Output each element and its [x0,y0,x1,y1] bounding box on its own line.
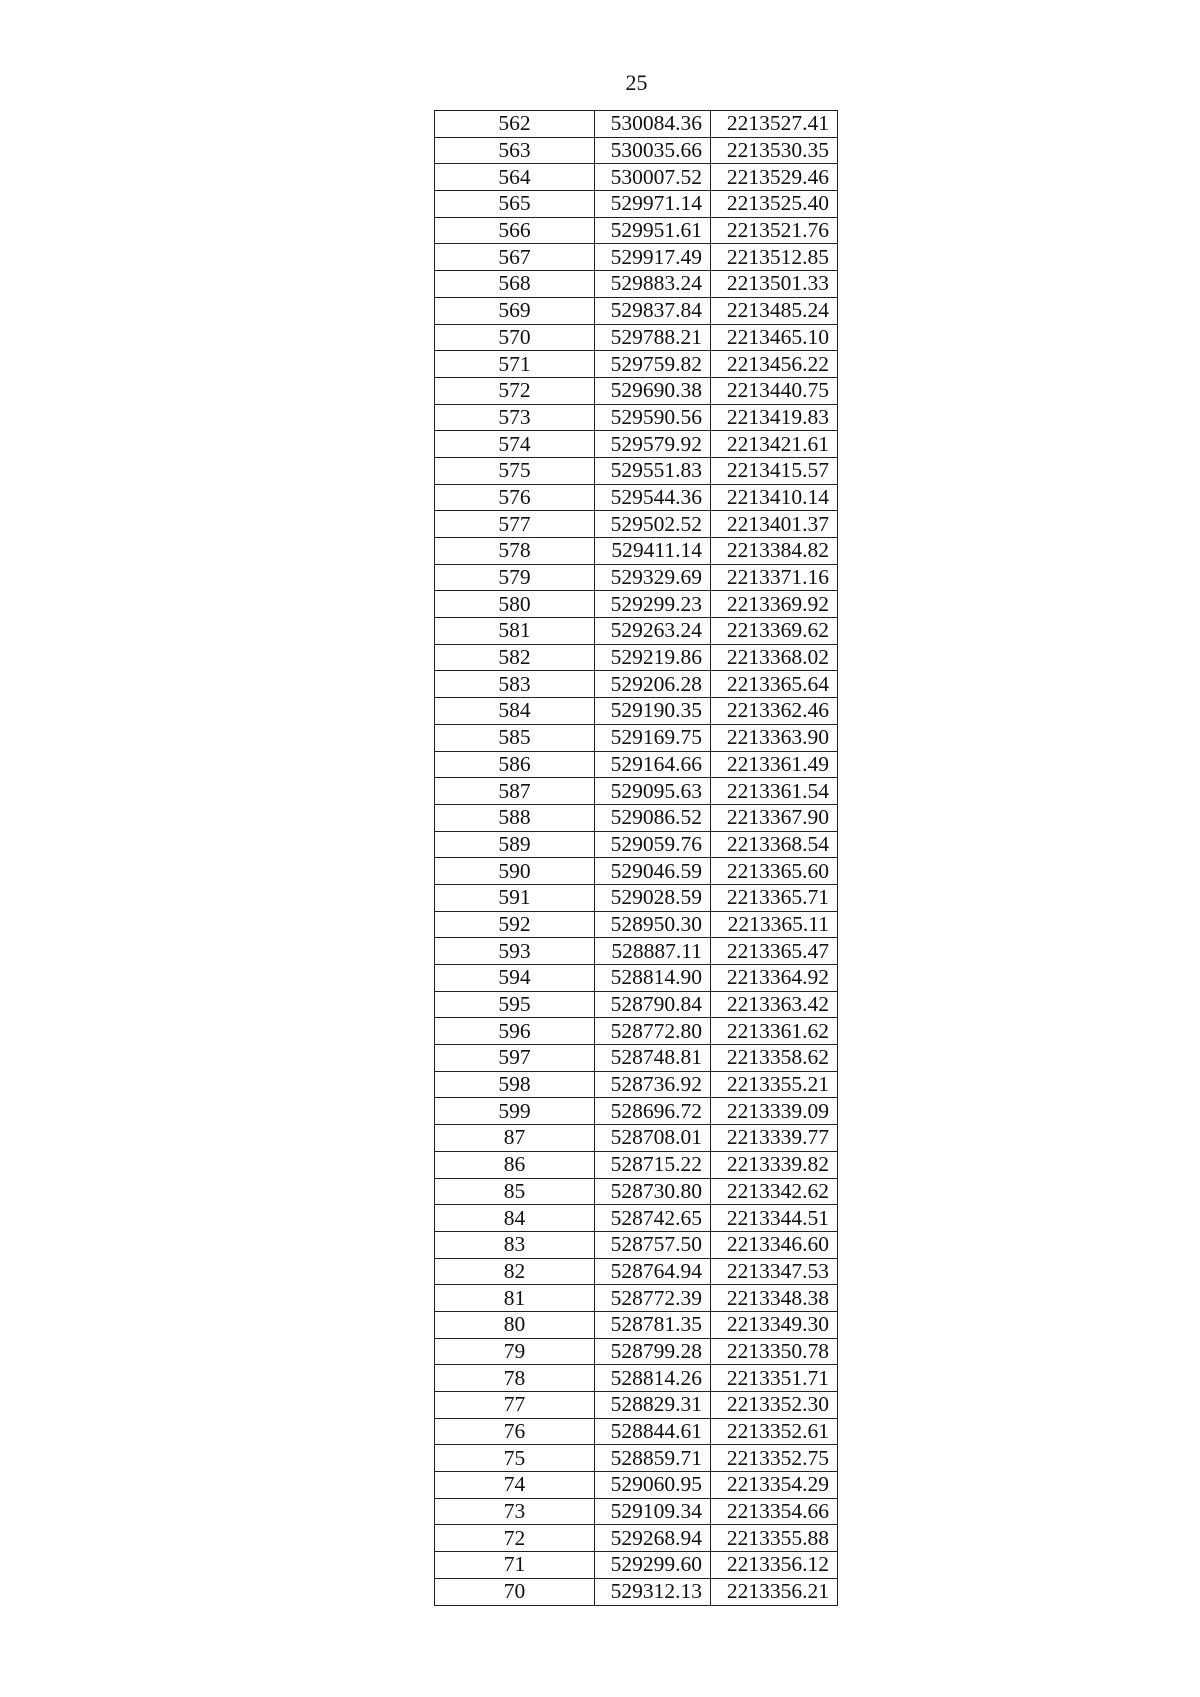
x-coordinate-cell: 529109.34 [595,1498,711,1525]
x-coordinate-cell: 529329.69 [595,564,711,591]
x-coordinate-cell: 528708.01 [595,1125,711,1152]
y-coordinate-cell: 2213421.61 [711,431,838,458]
point-id-cell: 82 [435,1258,595,1285]
x-coordinate-cell: 529164.66 [595,751,711,778]
y-coordinate-cell: 2213356.21 [711,1578,838,1605]
x-coordinate-cell: 529219.86 [595,644,711,671]
table-row [435,111,838,138]
y-coordinate-cell: 2213465.10 [711,324,838,351]
table-row [435,1205,838,1232]
point-id-cell: 75 [435,1445,595,1472]
point-id-cell: 77 [435,1392,595,1419]
y-coordinate-cell: 2213346.60 [711,1231,838,1258]
point-id-cell: 70 [435,1578,595,1605]
y-coordinate-cell: 2213415.57 [711,457,838,484]
point-id-cell: 595 [435,991,595,1018]
table-row [435,644,838,671]
table-row [435,618,838,645]
y-coordinate-cell: 2213365.60 [711,858,838,885]
table-row [435,1498,838,1525]
table-row [435,751,838,778]
x-coordinate-cell: 528696.72 [595,1098,711,1125]
page-number: 25 [625,70,648,95]
point-id-cell: 79 [435,1338,595,1365]
coordinates-table-body [435,111,838,1606]
x-coordinate-cell: 529263.24 [595,618,711,645]
x-coordinate-cell: 529551.83 [595,457,711,484]
y-coordinate-cell: 2213361.62 [711,1018,838,1045]
y-coordinate-cell: 2213369.62 [711,618,838,645]
point-id-cell: 573 [435,404,595,431]
point-id-cell: 583 [435,671,595,698]
table-row [435,671,838,698]
x-coordinate-cell: 530007.52 [595,164,711,191]
point-id-cell: 579 [435,564,595,591]
table-row [435,1392,838,1419]
x-coordinate-cell: 529502.52 [595,511,711,538]
point-id-cell: 596 [435,1018,595,1045]
point-id-cell: 80 [435,1311,595,1338]
y-coordinate-cell: 2213527.41 [711,111,838,138]
point-id-cell: 582 [435,644,595,671]
x-coordinate-cell: 528887.11 [595,938,711,965]
point-id-cell: 564 [435,164,595,191]
table-row [435,1418,838,1445]
x-coordinate-cell: 530084.36 [595,111,711,138]
point-id-cell: 591 [435,884,595,911]
table-row [435,1045,838,1072]
y-coordinate-cell: 2213365.64 [711,671,838,698]
y-coordinate-cell: 2213352.75 [711,1445,838,1472]
y-coordinate-cell: 2213363.42 [711,991,838,1018]
point-id-cell: 585 [435,724,595,751]
y-coordinate-cell: 2213485.24 [711,297,838,324]
y-coordinate-cell: 2213356.12 [711,1552,838,1579]
table-row [435,804,838,831]
table-row [435,377,838,404]
y-coordinate-cell: 2213512.85 [711,244,838,271]
point-id-cell: 563 [435,137,595,164]
x-coordinate-cell: 529299.23 [595,591,711,618]
x-coordinate-cell: 529046.59 [595,858,711,885]
table-row [435,1445,838,1472]
point-id-cell: 74 [435,1472,595,1499]
x-coordinate-cell: 528715.22 [595,1151,711,1178]
y-coordinate-cell: 2213367.90 [711,804,838,831]
x-coordinate-cell: 528829.31 [595,1392,711,1419]
x-coordinate-cell: 529690.38 [595,377,711,404]
y-coordinate-cell: 2213351.71 [711,1365,838,1392]
y-coordinate-cell: 2213384.82 [711,538,838,565]
y-coordinate-cell: 2213352.30 [711,1392,838,1419]
y-coordinate-cell: 2213530.35 [711,137,838,164]
y-coordinate-cell: 2213362.46 [711,698,838,725]
point-id-cell: 572 [435,377,595,404]
y-coordinate-cell: 2213352.61 [711,1418,838,1445]
x-coordinate-cell: 529759.82 [595,351,711,378]
x-coordinate-cell: 529579.92 [595,431,711,458]
point-id-cell: 584 [435,698,595,725]
table-row [435,297,838,324]
point-id-cell: 86 [435,1151,595,1178]
x-coordinate-cell: 528736.92 [595,1071,711,1098]
point-id-cell: 574 [435,431,595,458]
point-id-cell: 73 [435,1498,595,1525]
x-coordinate-cell: 529086.52 [595,804,711,831]
x-coordinate-cell: 529411.14 [595,538,711,565]
x-coordinate-cell: 529169.75 [595,724,711,751]
table-row [435,404,838,431]
table-row [435,457,838,484]
x-coordinate-cell: 529095.63 [595,778,711,805]
x-coordinate-cell: 529590.56 [595,404,711,431]
y-coordinate-cell: 2213339.82 [711,1151,838,1178]
table-row [435,538,838,565]
y-coordinate-cell: 2213363.90 [711,724,838,751]
table-row [435,1231,838,1258]
table-row [435,1311,838,1338]
point-id-cell: 565 [435,191,595,218]
y-coordinate-cell: 2213501.33 [711,271,838,298]
point-id-cell: 597 [435,1045,595,1072]
x-coordinate-cell: 528742.65 [595,1205,711,1232]
y-coordinate-cell: 2213525.40 [711,191,838,218]
y-coordinate-cell: 2213410.14 [711,484,838,511]
table-row [435,1338,838,1365]
table-row [435,244,838,271]
x-coordinate-cell: 528781.35 [595,1311,711,1338]
y-coordinate-cell: 2213419.83 [711,404,838,431]
point-id-cell: 587 [435,778,595,805]
x-coordinate-cell: 529206.28 [595,671,711,698]
x-coordinate-cell: 529312.13 [595,1578,711,1605]
point-id-cell: 72 [435,1525,595,1552]
y-coordinate-cell: 2213365.47 [711,938,838,965]
point-id-cell: 580 [435,591,595,618]
x-coordinate-cell: 529883.24 [595,271,711,298]
x-coordinate-cell: 530035.66 [595,137,711,164]
point-id-cell: 562 [435,111,595,138]
y-coordinate-cell: 2213456.22 [711,351,838,378]
point-id-cell: 594 [435,965,595,992]
y-coordinate-cell: 2213364.92 [711,965,838,992]
x-coordinate-cell: 529951.61 [595,217,711,244]
point-id-cell: 588 [435,804,595,831]
x-coordinate-cell: 528814.90 [595,965,711,992]
table-row [435,938,838,965]
x-coordinate-cell: 528814.26 [595,1365,711,1392]
table-row [435,1365,838,1392]
table-row [435,884,838,911]
table-row [435,271,838,298]
x-coordinate-cell: 529059.76 [595,831,711,858]
y-coordinate-cell: 2213349.30 [711,1311,838,1338]
point-id-cell: 593 [435,938,595,965]
table-row [435,191,838,218]
table-row [435,1578,838,1605]
y-coordinate-cell: 2213339.77 [711,1125,838,1152]
y-coordinate-cell: 2213521.76 [711,217,838,244]
table-row [435,858,838,885]
point-id-cell: 576 [435,484,595,511]
y-coordinate-cell: 2213354.29 [711,1472,838,1499]
y-coordinate-cell: 2213350.78 [711,1338,838,1365]
table-row [435,164,838,191]
point-id-cell: 589 [435,831,595,858]
x-coordinate-cell: 529788.21 [595,324,711,351]
y-coordinate-cell: 2213361.49 [711,751,838,778]
x-coordinate-cell: 529837.84 [595,297,711,324]
y-coordinate-cell: 2213361.54 [711,778,838,805]
y-coordinate-cell: 2213368.54 [711,831,838,858]
x-coordinate-cell: 528859.71 [595,1445,711,1472]
y-coordinate-cell: 2213440.75 [711,377,838,404]
point-id-cell: 590 [435,858,595,885]
x-coordinate-cell: 528757.50 [595,1231,711,1258]
table-row [435,484,838,511]
y-coordinate-cell: 2213369.92 [711,591,838,618]
x-coordinate-cell: 529060.95 [595,1472,711,1499]
x-coordinate-cell: 529544.36 [595,484,711,511]
table-row [435,991,838,1018]
x-coordinate-cell: 529268.94 [595,1525,711,1552]
table-row [435,511,838,538]
x-coordinate-cell: 528748.81 [595,1045,711,1072]
table-row [435,965,838,992]
point-id-cell: 570 [435,324,595,351]
table-row [435,1018,838,1045]
table-row [435,1525,838,1552]
table-row [435,724,838,751]
table-row [435,1178,838,1205]
table-row [435,778,838,805]
table-row [435,698,838,725]
point-id-cell: 578 [435,538,595,565]
point-id-cell: 78 [435,1365,595,1392]
x-coordinate-cell: 528772.80 [595,1018,711,1045]
coordinates-table [434,110,838,1606]
point-id-cell: 581 [435,618,595,645]
point-id-cell: 571 [435,351,595,378]
point-id-cell: 586 [435,751,595,778]
point-id-cell: 568 [435,271,595,298]
x-coordinate-cell: 529028.59 [595,884,711,911]
x-coordinate-cell: 529190.35 [595,698,711,725]
y-coordinate-cell: 2213355.21 [711,1071,838,1098]
x-coordinate-cell: 528950.30 [595,911,711,938]
table-row [435,591,838,618]
point-id-cell: 81 [435,1285,595,1312]
x-coordinate-cell: 529971.14 [595,191,711,218]
table-row [435,1125,838,1152]
x-coordinate-cell: 529299.60 [595,1552,711,1579]
y-coordinate-cell: 2213401.37 [711,511,838,538]
table-row [435,431,838,458]
point-id-cell: 83 [435,1231,595,1258]
point-id-cell: 87 [435,1125,595,1152]
table-row [435,1258,838,1285]
y-coordinate-cell: 2213344.51 [711,1205,838,1232]
table-row [435,351,838,378]
y-coordinate-cell: 2213529.46 [711,164,838,191]
x-coordinate-cell: 529917.49 [595,244,711,271]
table-row [435,1151,838,1178]
table-row [435,1472,838,1499]
y-coordinate-cell: 2213368.02 [711,644,838,671]
y-coordinate-cell: 2213354.66 [711,1498,838,1525]
table-row [435,324,838,351]
y-coordinate-cell: 2213342.62 [711,1178,838,1205]
x-coordinate-cell: 528764.94 [595,1258,711,1285]
point-id-cell: 85 [435,1178,595,1205]
y-coordinate-cell: 2213355.88 [711,1525,838,1552]
point-id-cell: 598 [435,1071,595,1098]
point-id-cell: 76 [435,1418,595,1445]
y-coordinate-cell: 2213348.38 [711,1285,838,1312]
y-coordinate-cell: 2213365.71 [711,884,838,911]
y-coordinate-cell: 2213347.53 [711,1258,838,1285]
table-row [435,831,838,858]
table-row [435,1071,838,1098]
table-row [435,1552,838,1579]
table-row [435,911,838,938]
x-coordinate-cell: 528772.39 [595,1285,711,1312]
table-row [435,137,838,164]
point-id-cell: 575 [435,457,595,484]
x-coordinate-cell: 528790.84 [595,991,711,1018]
y-coordinate-cell: 2213339.09 [711,1098,838,1125]
x-coordinate-cell: 528799.28 [595,1338,711,1365]
point-id-cell: 569 [435,297,595,324]
y-coordinate-cell: 2213371.16 [711,564,838,591]
table-row [435,564,838,591]
point-id-cell: 577 [435,511,595,538]
point-id-cell: 71 [435,1552,595,1579]
x-coordinate-cell: 528730.80 [595,1178,711,1205]
y-coordinate-cell: 2213365.11 [711,911,838,938]
y-coordinate-cell: 2213358.62 [711,1045,838,1072]
table-row [435,1285,838,1312]
point-id-cell: 84 [435,1205,595,1232]
point-id-cell: 599 [435,1098,595,1125]
point-id-cell: 567 [435,244,595,271]
point-id-cell: 592 [435,911,595,938]
table-row [435,217,838,244]
x-coordinate-cell: 528844.61 [595,1418,711,1445]
table-row [435,1098,838,1125]
point-id-cell: 566 [435,217,595,244]
